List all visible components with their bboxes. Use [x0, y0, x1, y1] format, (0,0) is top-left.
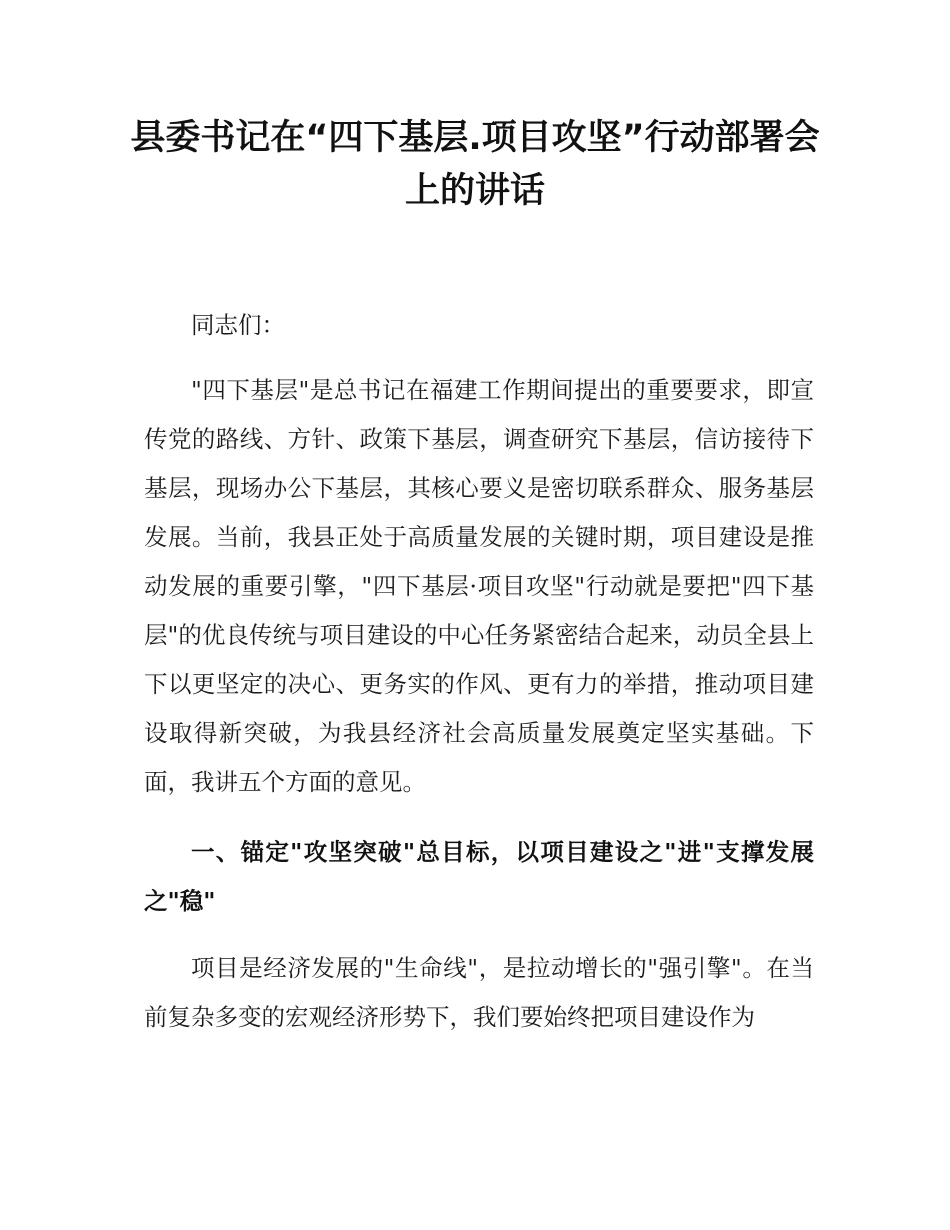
section-one-heading: 一、锚定"攻坚突破"总目标，以项目建设之"进"支撑发展之"稳"	[144, 838, 814, 915]
document-title: 县委书记在“四下基层.项目攻坚”行动部署会上的讲话	[130, 118, 820, 211]
greeting: 同志们：	[191, 311, 285, 339]
section-one-paragraph: 项目是经济发展的"生命线"，是拉动增长的"强引擎"。在当前复杂多变的宏观经济形势下，我们要始终把项目建设作为	[144, 954, 814, 1031]
intro-paragraph: "四下基层"是总书记在福建工作期间提出的重要要求，即宣传党的路线、方针、政策下基层，调查研究下基层，信访接待下基层，现场办公下基层，其核心要义是密切联系群众、服务基层发展。当前，我县正处于高质量发展的关键时期，项目建设是推动发展的重要引擎，"四下基层·项目攻坚"行动就是要把"四下基层"的优良传统与项目建设的中心任务紧密结合起来，动员全县上下以更坚定的决心、更务实的作风、更有力的举措，推动项目建设取得新突破，为我县经济社会高质量发展奠定坚实基础。下面，我讲五个方面的意见。	[144, 376, 814, 796]
